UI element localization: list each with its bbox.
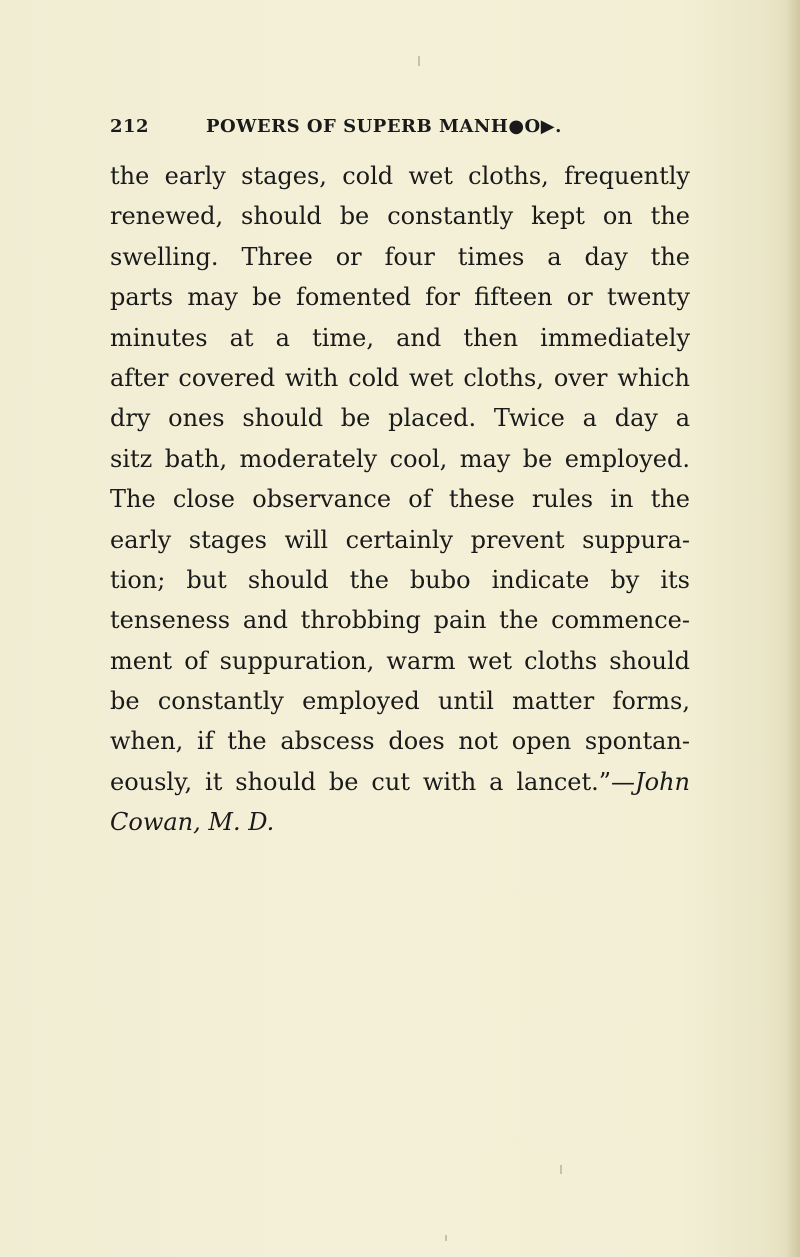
- text-line: tion; but should the bubo indicate by its: [110, 565, 690, 594]
- text-line: early stages will certainly prevent suppura-: [110, 525, 690, 554]
- text-line: parts may be fomented for fifteen or twenty: [110, 283, 690, 312]
- text-line: after covered with cold wet cloths, over which: [110, 363, 690, 392]
- text-line: minutes at a time, and then immediately: [110, 323, 690, 352]
- text-line: sitz bath, moderately cool, may be employed.: [110, 444, 690, 473]
- paper-speck: [418, 56, 420, 66]
- page-header: [110, 116, 670, 146]
- page-number: 212: [110, 116, 150, 137]
- text-line: renewed, should be constantly kept on the: [110, 202, 690, 231]
- text-line: swelling. Three or four times a day the: [110, 242, 690, 271]
- text-line: The close observance of these rules in the: [110, 485, 690, 514]
- text-line-with-attribution: [110, 762, 690, 802]
- text-line: the early stages, cold wet cloths, frequently: [110, 162, 690, 190]
- text-line: ment of suppuration, warm wet cloths should: [110, 646, 690, 675]
- text-line: dry ones should be placed. Twice a day a: [110, 404, 690, 433]
- text-line: tenseness and throbbing pain the commence-: [110, 606, 690, 635]
- page-edge-shadow: [786, 0, 800, 1257]
- paper-speck: [445, 1235, 447, 1241]
- body-text: [110, 156, 690, 843]
- running-head: POWERS OF SUPERB MANH●O▶.: [206, 116, 562, 137]
- attribution-author-first: John: [635, 767, 690, 796]
- text-line: when, if the abscess does not open spontan-: [110, 727, 690, 756]
- attribution-author-second: Cowan, M. D.: [110, 808, 275, 837]
- paper-speck: [560, 1165, 562, 1174]
- text-line: be constantly employed until matter forms,: [110, 687, 690, 716]
- text-line-end: eously, it should be cut with a lancet.”—: [110, 767, 636, 796]
